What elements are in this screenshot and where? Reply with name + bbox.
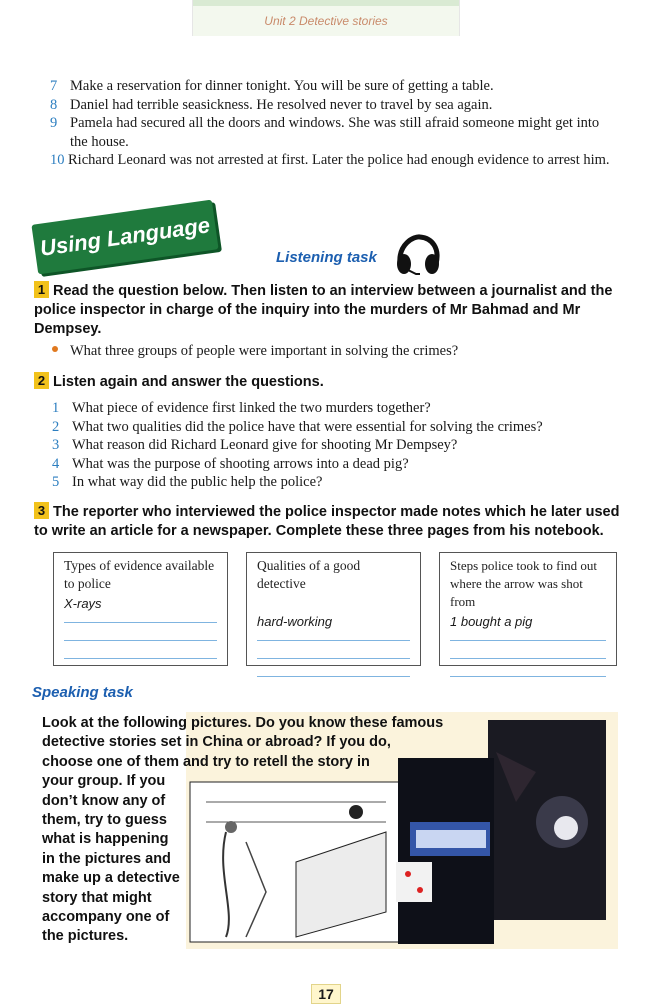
item-number: 1 (52, 400, 60, 416)
notebook-page-qualities (246, 552, 421, 666)
text-line: detective stories set in China or abroad? If you do, (42, 734, 391, 751)
question-text: The reporter who interviewed the police inspector made notes which he later used to write an article for a newspaper. Complete these three pages from his notebook. (34, 504, 620, 539)
question-number: 3 (34, 502, 49, 519)
answer-line[interactable] (450, 658, 606, 659)
listening-task-heading: Listening task (276, 249, 377, 266)
item-number: 2 (52, 418, 60, 435)
notebook-entry: X-rays (64, 596, 102, 611)
text-line: what is happening (42, 831, 169, 848)
item-number: 9 (50, 115, 58, 131)
list-item (52, 455, 627, 474)
list-item (52, 436, 627, 455)
answer-line[interactable] (257, 676, 410, 677)
answer-line[interactable] (64, 640, 217, 641)
notebook-entry: 1 bought a pig (450, 614, 533, 629)
question-text: Listen again and answer the questions. (53, 374, 324, 390)
list-item (50, 114, 625, 133)
question-1 (34, 281, 626, 339)
speaking-task-heading: Speaking task (32, 684, 133, 701)
question-2 (34, 372, 626, 392)
item-number: 3 (52, 437, 60, 453)
unit-header (192, 0, 460, 36)
notebook-heading: Qualities of a good detective (257, 558, 361, 591)
item-text: Make a reservation for dinner tonight. You will be sure of getting a table. (70, 78, 494, 94)
item-number: 8 (50, 96, 58, 113)
question-2-list (52, 399, 627, 492)
speaking-instructions (42, 714, 443, 947)
text-line: them, try to guess (42, 812, 167, 829)
notebook-page-steps (439, 552, 617, 666)
item-text: the house. (70, 133, 129, 150)
list-item (52, 399, 627, 418)
item-number: 10 (50, 152, 65, 168)
bullet-text: What three groups of people were important in solving the crimes? (70, 343, 459, 359)
list-item-continued (50, 133, 625, 152)
answer-line[interactable] (450, 640, 606, 641)
headphones-icon (394, 234, 442, 276)
text-line: accompany one of (42, 909, 170, 926)
answer-line[interactable] (64, 658, 217, 659)
bullet-icon (52, 346, 58, 352)
list-item (52, 418, 627, 437)
text-line: the pictures. (42, 928, 129, 945)
unit-title: Unit 2 Detective stories (264, 14, 388, 28)
item-number: 5 (52, 474, 60, 490)
question-number: 1 (34, 281, 49, 298)
list-item (52, 473, 627, 492)
text-line: choose one of them and try to retell the story in (42, 753, 370, 770)
item-text: What reason did Richard Leonard give for shooting Mr Dempsey? (72, 437, 458, 453)
list-item (50, 151, 625, 170)
item-text: What was the purpose of shooting arrows into a dead pig? (72, 455, 409, 472)
exercise-top-list (50, 77, 625, 170)
answer-line[interactable] (450, 676, 606, 677)
page-number: 17 (311, 984, 341, 1004)
text-line: don’t know any of (42, 792, 166, 809)
text-line: make up a detective (42, 870, 180, 887)
question-3 (34, 502, 626, 541)
question-1-bullet (52, 343, 458, 360)
item-number: 4 (52, 455, 60, 472)
item-text: In what way did the public help the police? (72, 474, 323, 490)
list-item (50, 77, 625, 96)
question-number: 2 (34, 372, 49, 389)
text-line: your group. If you (42, 773, 166, 790)
text-line: Look at the following pictures. Do you know these famous (42, 715, 444, 731)
item-number: 7 (50, 78, 58, 94)
text-line: story that might (42, 889, 152, 906)
notebook-entry: hard-working (257, 614, 333, 629)
item-text: Daniel had terrible seasickness. He resolved never to travel by sea again. (70, 96, 493, 113)
item-text: What piece of evidence first linked the two murders together? (72, 400, 431, 416)
notebook-heading: Steps police took to find out where the arrow was shot from (450, 558, 597, 609)
question-text: Read the question below. Then listen to an interview between a journalist and the police inspector in charge of the inquiry into the murders of Mr Bahmad and Mr Dempsey. (34, 283, 613, 337)
list-item (50, 96, 625, 115)
item-text: What two qualities did the police have that were essential for solving the crimes? (72, 418, 543, 435)
using-language-banner (31, 200, 218, 275)
banner-label: Using Language (38, 212, 212, 261)
text-line: in the pictures and (42, 850, 171, 867)
item-text: Richard Leonard was not arrested at first. Later the police had enough evidence to arrest him. (68, 152, 610, 168)
notebook-page-evidence (53, 552, 228, 666)
answer-line[interactable] (64, 622, 217, 623)
notebook-heading: Types of evidence available to police (64, 558, 215, 591)
answer-line[interactable] (257, 658, 410, 659)
answer-line[interactable] (257, 640, 410, 641)
item-text: Pamela had secured all the doors and windows. She was still afraid someone might get into (70, 115, 600, 131)
